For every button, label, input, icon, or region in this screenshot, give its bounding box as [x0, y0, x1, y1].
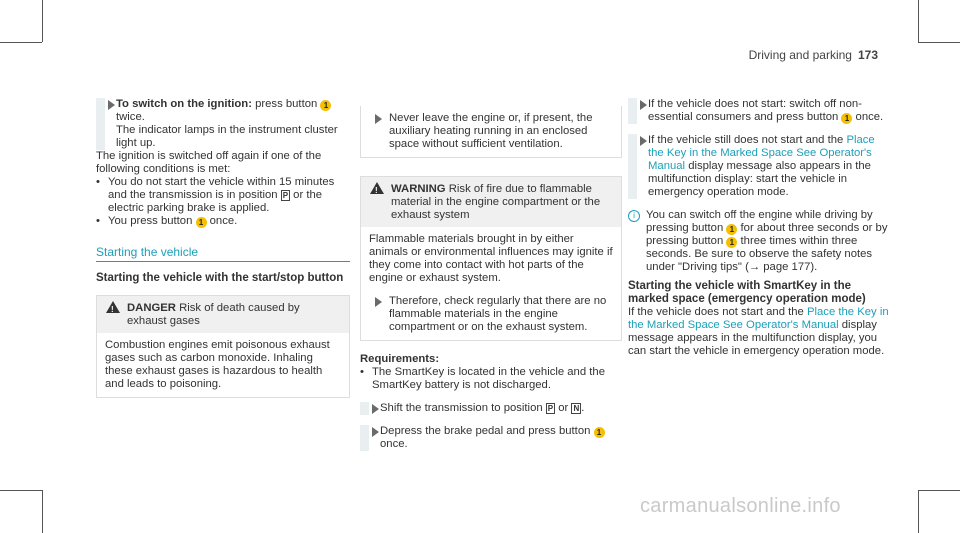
column-middle — [360, 106, 622, 451]
section-title: Starting the vehicle — [96, 246, 350, 262]
warning-triangle-icon — [370, 182, 384, 194]
paragraph-text: If the vehicle does not start and the — [628, 306, 807, 318]
crop-mark — [0, 490, 42, 491]
step-text: Never leave the engine or, if present, the auxiliary heating running in an enclosed space without sufficient ventilation. — [389, 112, 593, 150]
crop-mark — [42, 0, 43, 42]
crop-mark — [918, 490, 960, 491]
step-switch-on-ignition — [96, 98, 350, 150]
button-1-icon: 1 — [320, 100, 331, 111]
warning-triangle-icon — [106, 301, 120, 313]
button-1-icon: 1 — [196, 217, 207, 228]
column-left — [96, 98, 350, 398]
page-header — [749, 49, 878, 62]
step-bar — [628, 98, 637, 124]
step-text: Shift the transmission to position — [380, 402, 546, 414]
step-text: or — [555, 402, 572, 414]
step-text: If the vehicle does not start: switch off non-essential consumers and press button — [648, 98, 862, 123]
danger-body-continued — [361, 106, 621, 157]
button-1-icon: 1 — [594, 427, 605, 438]
crop-mark — [918, 42, 960, 43]
section-name: Driving and parking — [748, 48, 852, 62]
list-text: once. — [206, 215, 238, 227]
requirements-title: Requirements: — [360, 353, 440, 365]
step-bar — [360, 425, 369, 451]
step-text: . — [581, 402, 585, 414]
arrow-icon — [640, 100, 647, 110]
crop-mark — [918, 490, 919, 533]
sub-title: Starting the vehicle with the start/stop button — [96, 272, 344, 284]
list-text: or the electric parking brake is applied. — [108, 189, 323, 214]
danger-label: DANGER — [127, 302, 176, 314]
key-p-icon: P — [282, 191, 289, 200]
danger-box-continued — [360, 106, 622, 158]
info-icon: i — [628, 210, 640, 222]
sub-title: Starting the vehicle with SmartKey in the marked space (emergency operation mode) — [628, 280, 866, 305]
warning-text: Flammable materials brought in by either animals or environmental influences may ignite if they come into contact with hot parts of the engine or exhaust system. — [369, 233, 613, 284]
step-check — [369, 295, 613, 334]
step-text: twice. — [116, 111, 145, 123]
list-text: You do not start the vehicle within 15 minutes and the transmission is in position — [108, 176, 335, 201]
list-item — [96, 215, 350, 228]
step-text: Depress the brake pedal and press button — [380, 425, 594, 437]
step-still-not-start — [628, 134, 890, 199]
page-number: 173 — [857, 48, 878, 62]
display-message: Place the Key in the Marked Space See Operator's Manual — [648, 134, 875, 172]
column-right — [628, 98, 890, 358]
button-1-icon: 1 — [841, 113, 852, 124]
paragraph-text: display message appears in the multifunction display, you can start the vehicle in emergency operation mode. — [628, 319, 885, 357]
key-p-icon: P — [547, 404, 554, 413]
step-result: The indicator lamps in the instrument cluster light up. — [116, 124, 338, 149]
step-text: Therefore, check regularly that there are no flammable materials in the engine compartment or on the exhaust system. — [389, 295, 607, 333]
step-text: If the vehicle still does not start and the — [648, 134, 847, 146]
warning-header — [361, 177, 621, 227]
list-item — [96, 176, 350, 215]
list-text: You press button — [108, 215, 196, 227]
button-1-icon: 1 — [726, 224, 737, 235]
arrow-icon — [640, 136, 647, 146]
button-1-icon: 1 — [726, 237, 737, 248]
arrow-icon — [372, 404, 379, 414]
step-bar — [360, 402, 369, 415]
step-depress-brake — [360, 425, 622, 451]
step-text: press button — [251, 98, 321, 110]
warning-body — [361, 227, 621, 340]
note-text: three times within three seconds. Be sure to observe the safety notes under "Driving tips" (→ page 177). — [646, 235, 873, 273]
step-never-leave — [369, 112, 613, 151]
step-bar — [96, 98, 105, 150]
list-item: • The SmartKey is located in the vehicle and the SmartKey battery is not discharged. — [360, 366, 622, 392]
key-n-icon: N — [573, 404, 580, 413]
step-shift — [360, 402, 622, 415]
crop-mark — [42, 490, 43, 533]
step-does-not-start — [628, 98, 890, 124]
step-title: To switch on the ignition: — [116, 98, 252, 110]
warning-label: WARNING — [391, 183, 446, 195]
arrow-icon — [372, 427, 379, 437]
arrow-icon — [375, 297, 382, 307]
arrow-icon — [108, 100, 115, 110]
danger-body: Combustion engines emit poisonous exhaust gases such as carbon monoxide. Inhaling these exhaust gases is hazardous to health and leads to poisoning. — [105, 339, 330, 390]
crop-mark — [0, 42, 42, 43]
watermark: carmanualsonline.info — [640, 495, 841, 517]
warning-heading: Risk of fire due to flammable material in the engine compartment or the exhaust system — [391, 183, 601, 221]
note-text: You can switch off the engine while driving by pressing button — [646, 209, 873, 234]
warning-box — [360, 176, 622, 341]
paragraph: The ignition is switched off again if one of the following conditions is met: — [96, 150, 322, 175]
danger-header — [97, 296, 349, 333]
danger-heading: Risk of death caused by exhaust gases — [127, 302, 300, 327]
note-text: for about three seconds or by pressing button — [646, 222, 888, 247]
arrow-icon — [375, 114, 382, 124]
step-bar — [628, 134, 637, 199]
step-text: once. — [380, 438, 408, 450]
step-text: display message also appears in the multifunction display: start the vehicle in emergency operation mode. — [648, 160, 871, 198]
step-text: once. — [852, 111, 884, 123]
display-message: Place the Key in the Marked Space See Operator's Manual — [628, 306, 889, 331]
info-note — [628, 209, 890, 274]
danger-box — [96, 295, 350, 398]
crop-mark — [918, 0, 919, 42]
paragraph — [628, 306, 890, 358]
